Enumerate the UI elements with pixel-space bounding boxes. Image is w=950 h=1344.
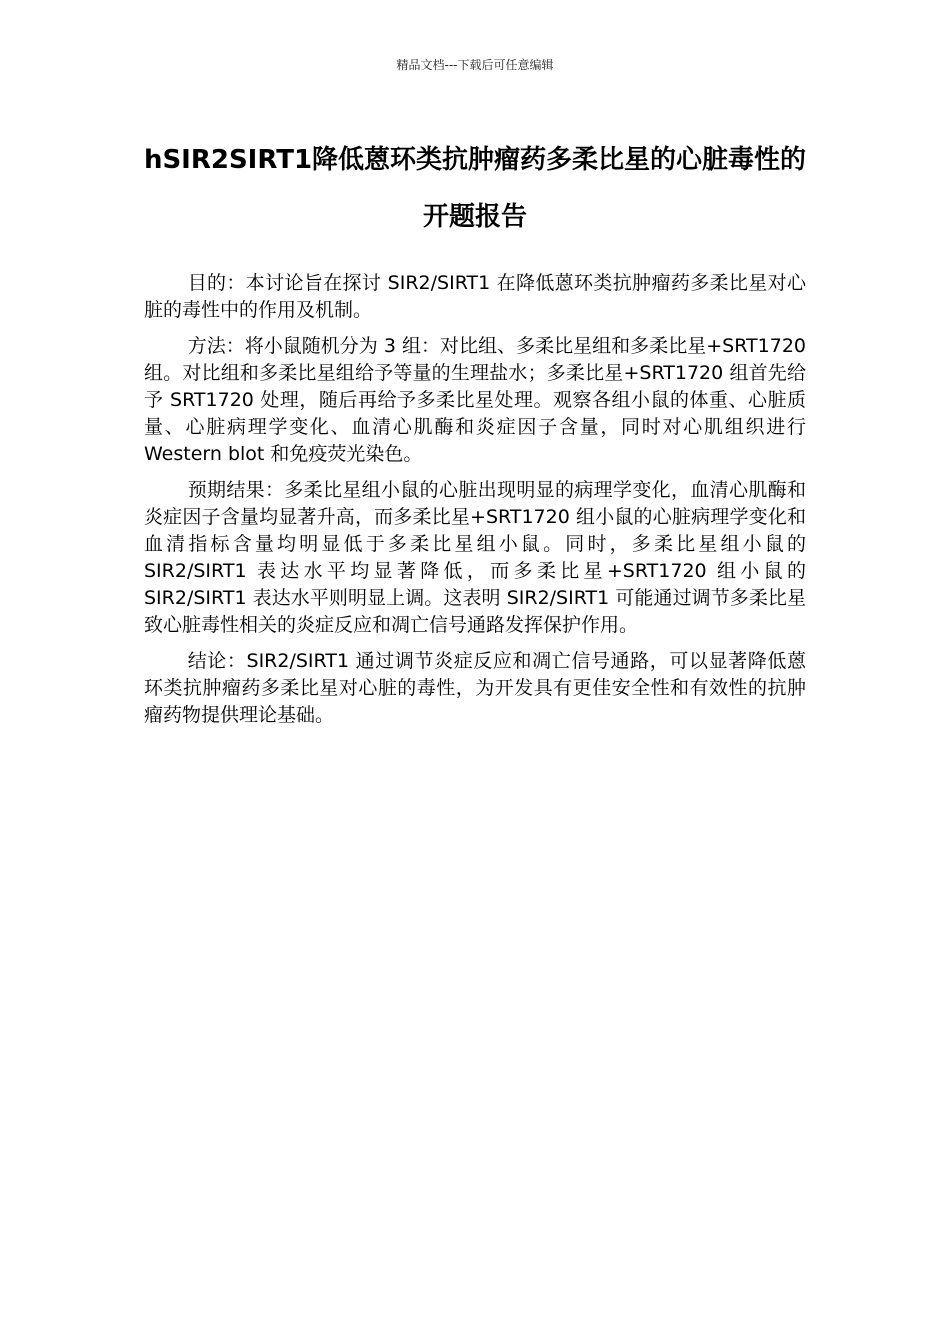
- document-title: hSIR2SIRT1降低蒽环类抗肿瘤药多柔比星的心脏毒性的开题报告: [143, 145, 807, 232]
- header-note: 精品文档---下载后可任意编辑: [396, 58, 554, 72]
- paragraph-expected-results: 预期结果：多柔比星组小鼠的心脏出现明显的病理学变化，血清心肌酶和炎症因子含量均显著升高，而多柔比星+SRT1720 组小鼠的心脏病理学变化和血清指标含量均明显低于多柔比星组小鼠。同时，多柔比星组小鼠的 SIR2/SIRT1 表达水平均显著降低，而多柔比星+SRT1720 组小鼠的 SIR2/SIRT1 表达水平则明显上调。这表明 SIR2/SIRT1 可能通过调节多柔比星致心脏毒性相关的炎症反应和凋亡信号通路发挥保护作用。: [144, 479, 806, 636]
- document-body: [144, 270, 806, 738]
- paragraph-conclusion: 结论：SIR2/SIRT1 通过调节炎症反应和凋亡信号通路，可以显著降低蒽环类抗肿瘤药多柔比星对心脏的毒性，为开发具有更佳安全性和有效性的抗肿瘤药物提供理论基础。: [144, 650, 806, 726]
- paragraph-methods: 方法：将小鼠随机分为 3 组：对比组、多柔比星组和多柔比星+SRT1720 组。对比组和多柔比星组给予等量的生理盐水；多柔比星+SRT1720 组首先给予 SRT1720 处理，随后再给予多柔比星处理。观察各组小鼠的体重、心脏质量、心脏病理学变化、血清心肌酶和炎症因子含量，同时对心肌组织进行 Western blot 和免疫荧光染色。: [144, 335, 806, 465]
- paragraph-objective: 目的：本讨论旨在探讨 SIR2/SIRT1 在降低蒽环类抗肿瘤药多柔比星对心脏的毒性中的作用及机制。: [144, 272, 806, 321]
